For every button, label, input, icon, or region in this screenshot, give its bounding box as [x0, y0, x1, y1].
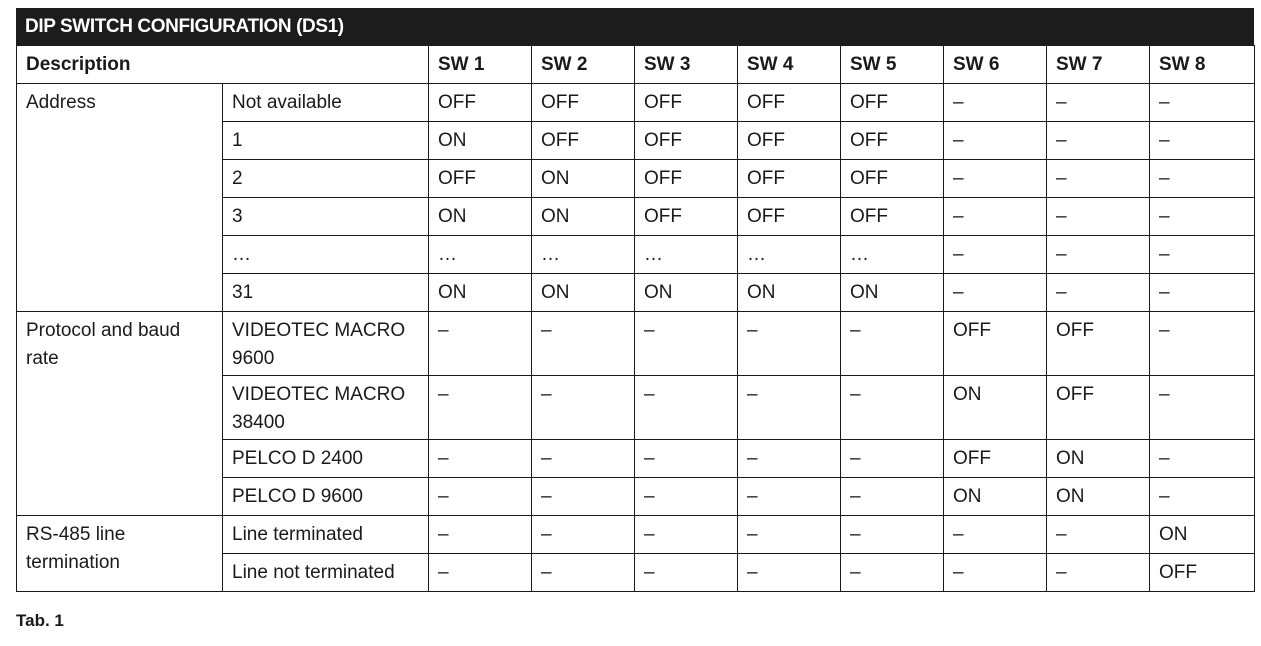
switch-value-cell: OFF: [635, 84, 738, 122]
switch-value-cell: –: [738, 312, 841, 376]
switch-value-cell: –: [1150, 376, 1255, 440]
switch-value-cell: –: [1150, 440, 1255, 478]
switch-value-cell: –: [841, 554, 944, 592]
switch-value-cell: …: [738, 236, 841, 274]
switch-value-cell: OFF: [738, 198, 841, 236]
table-row: [17, 84, 1255, 122]
table-row: [17, 516, 1255, 554]
switch-value-cell: –: [841, 312, 944, 376]
switch-value-cell: OFF: [635, 122, 738, 160]
switch-value-cell: …: [841, 236, 944, 274]
table-caption: Tab. 1: [16, 611, 64, 630]
switch-value-cell: –: [1047, 198, 1150, 236]
switch-value-cell: –: [944, 160, 1047, 198]
switch-value-cell: –: [1150, 160, 1255, 198]
switch-value-cell: OFF: [532, 122, 635, 160]
switch-value-cell: –: [635, 478, 738, 516]
switch-value-cell: OFF: [738, 160, 841, 198]
switch-value-cell: –: [429, 554, 532, 592]
switch-value-cell: ON: [532, 160, 635, 198]
switch-value-cell: OFF: [429, 160, 532, 198]
dip-switch-table: [16, 45, 1255, 592]
switch-value-cell: –: [532, 312, 635, 376]
switch-value-cell: –: [532, 440, 635, 478]
table-title: DIP SWITCH CONFIGURATION (DS1): [16, 8, 1254, 45]
switch-value-cell: –: [1047, 160, 1150, 198]
group-label: RS-485 line termination: [17, 516, 223, 592]
switch-value-cell: ON: [1047, 478, 1150, 516]
switch-value-cell: ON: [738, 274, 841, 312]
switch-value-cell: –: [1047, 274, 1150, 312]
switch-header: SW 5: [841, 46, 944, 84]
switch-value-cell: –: [738, 376, 841, 440]
switch-value-cell: –: [1150, 122, 1255, 160]
switch-value-cell: –: [429, 516, 532, 554]
switch-value-cell: OFF: [738, 84, 841, 122]
switch-value-cell: OFF: [944, 312, 1047, 376]
switch-value-cell: –: [944, 84, 1047, 122]
switch-header: SW 2: [532, 46, 635, 84]
switch-value-cell: –: [738, 440, 841, 478]
switch-value-cell: –: [944, 554, 1047, 592]
switch-value-cell: ON: [1150, 516, 1255, 554]
switch-value-cell: –: [1150, 236, 1255, 274]
switch-value-cell: ON: [944, 478, 1047, 516]
switch-value-cell: –: [635, 312, 738, 376]
switch-value-cell: –: [738, 516, 841, 554]
switch-value-cell: –: [1047, 516, 1150, 554]
switch-value-cell: –: [635, 440, 738, 478]
switch-value-cell: –: [1047, 236, 1150, 274]
switch-value-cell: ON: [532, 198, 635, 236]
option-cell: VIDEOTEC MACRO 38400: [223, 376, 429, 440]
switch-header: SW 1: [429, 46, 532, 84]
option-cell: PELCO D 9600: [223, 478, 429, 516]
switch-value-cell: …: [429, 236, 532, 274]
switch-value-cell: ON: [841, 274, 944, 312]
option-cell: Not available: [223, 84, 429, 122]
switch-value-cell: –: [532, 376, 635, 440]
switch-value-cell: –: [1047, 122, 1150, 160]
option-cell: VIDEOTEC MACRO 9600: [223, 312, 429, 376]
switch-value-cell: OFF: [841, 160, 944, 198]
switch-value-cell: OFF: [841, 84, 944, 122]
description-header: Description: [17, 46, 429, 84]
switch-value-cell: OFF: [944, 440, 1047, 478]
switch-value-cell: –: [841, 516, 944, 554]
switch-value-cell: –: [841, 376, 944, 440]
switch-value-cell: –: [429, 478, 532, 516]
option-cell: 1: [223, 122, 429, 160]
option-cell: 31: [223, 274, 429, 312]
switch-value-cell: –: [1150, 312, 1255, 376]
switch-value-cell: –: [532, 516, 635, 554]
option-cell: Line not terminated: [223, 554, 429, 592]
switch-value-cell: OFF: [841, 122, 944, 160]
switch-header: SW 4: [738, 46, 841, 84]
switch-value-cell: –: [944, 516, 1047, 554]
switch-value-cell: …: [532, 236, 635, 274]
switch-value-cell: –: [429, 312, 532, 376]
switch-value-cell: OFF: [1047, 312, 1150, 376]
switch-value-cell: –: [841, 440, 944, 478]
switch-value-cell: –: [1150, 84, 1255, 122]
switch-value-cell: OFF: [1047, 376, 1150, 440]
switch-value-cell: –: [635, 554, 738, 592]
option-cell: 3: [223, 198, 429, 236]
switch-header: SW 8: [1150, 46, 1255, 84]
switch-value-cell: –: [635, 376, 738, 440]
switch-value-cell: –: [532, 478, 635, 516]
switch-value-cell: –: [1047, 84, 1150, 122]
switch-value-cell: –: [1150, 478, 1255, 516]
switch-header: SW 6: [944, 46, 1047, 84]
switch-value-cell: –: [1150, 274, 1255, 312]
switch-value-cell: –: [944, 122, 1047, 160]
switch-value-cell: ON: [1047, 440, 1150, 478]
switch-value-cell: …: [635, 236, 738, 274]
option-cell: PELCO D 2400: [223, 440, 429, 478]
switch-value-cell: –: [944, 198, 1047, 236]
switch-value-cell: –: [944, 236, 1047, 274]
switch-value-cell: –: [841, 478, 944, 516]
switch-value-cell: ON: [429, 274, 532, 312]
switch-value-cell: ON: [429, 198, 532, 236]
option-cell: 2: [223, 160, 429, 198]
option-cell: …: [223, 236, 429, 274]
switch-value-cell: ON: [429, 122, 532, 160]
switch-value-cell: –: [738, 478, 841, 516]
switch-value-cell: OFF: [635, 198, 738, 236]
switch-value-cell: ON: [635, 274, 738, 312]
switch-value-cell: OFF: [841, 198, 944, 236]
switch-value-cell: –: [1047, 554, 1150, 592]
switch-value-cell: –: [635, 516, 738, 554]
switch-header: SW 3: [635, 46, 738, 84]
switch-value-cell: –: [944, 274, 1047, 312]
switch-value-cell: OFF: [532, 84, 635, 122]
switch-value-cell: OFF: [738, 122, 841, 160]
switch-value-cell: –: [738, 554, 841, 592]
switch-value-cell: OFF: [429, 84, 532, 122]
option-cell: Line terminated: [223, 516, 429, 554]
switch-value-cell: OFF: [635, 160, 738, 198]
switch-value-cell: –: [1150, 198, 1255, 236]
switch-value-cell: –: [429, 440, 532, 478]
group-label: Protocol and baud rate: [17, 312, 223, 516]
switch-value-cell: ON: [944, 376, 1047, 440]
switch-value-cell: –: [429, 376, 532, 440]
switch-value-cell: OFF: [1150, 554, 1255, 592]
switch-header: SW 7: [1047, 46, 1150, 84]
header-row: [17, 46, 1255, 84]
table-row: [17, 312, 1255, 376]
switch-value-cell: –: [532, 554, 635, 592]
group-label: Address: [17, 84, 223, 312]
switch-value-cell: ON: [532, 274, 635, 312]
